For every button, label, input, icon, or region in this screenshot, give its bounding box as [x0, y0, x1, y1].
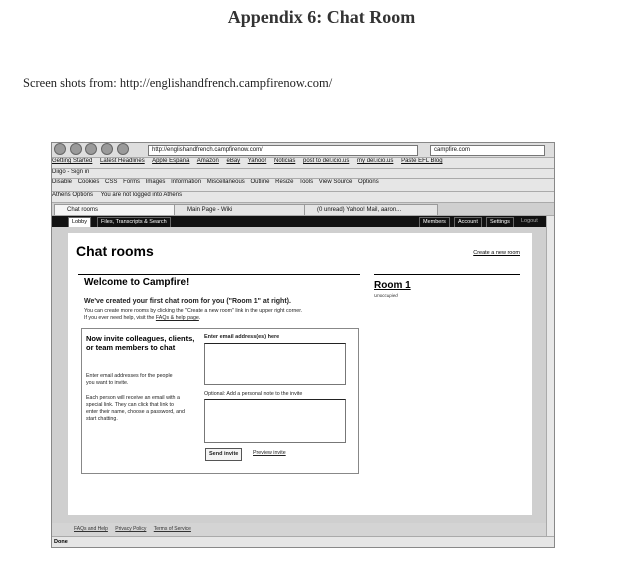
email-field[interactable]: [204, 343, 346, 385]
dev-menu-item[interactable]: Forms: [123, 179, 141, 185]
nav-logout[interactable]: Logout: [521, 218, 538, 224]
dev-menu-item[interactable]: Outline: [250, 179, 270, 185]
bookmark-item[interactable]: Latest Headlines: [100, 158, 145, 164]
bookmark-item[interactable]: Noticias: [273, 158, 296, 164]
page-scrollbar[interactable]: [546, 216, 554, 536]
bookmark-item[interactable]: Paste EFL Blog: [401, 158, 443, 164]
athens-options[interactable]: Athens Options: [52, 192, 94, 198]
diigo-toolbar: [52, 169, 554, 179]
home-icon[interactable]: [117, 143, 129, 155]
appendix-heading: Appendix 6: Chat Room: [227, 7, 416, 27]
email-label: Enter email address(es) here: [204, 334, 280, 340]
nav-lobby[interactable]: Lobby: [68, 217, 91, 228]
rooms-sidebar: [374, 274, 520, 298]
help-text: If you ever need help, visit the: [84, 315, 156, 321]
footer-faq-link[interactable]: FAQs and Help: [74, 526, 108, 532]
developer-toolbar: [52, 179, 554, 192]
bookmark-item[interactable]: Amazon: [196, 158, 219, 164]
welcome-line-2: You can create more rooms by clicking the "Create a new room" link in the upper right corner.: [84, 308, 303, 314]
room-status: Unoccupied: [374, 293, 398, 298]
site-footer: [74, 526, 197, 532]
nav-account[interactable]: Account: [454, 217, 482, 228]
dev-menu-item[interactable]: Information: [171, 179, 202, 185]
bookmark-item[interactable]: Yahoo!: [247, 158, 267, 164]
note-label: Optional: Add a personal note to the invite: [204, 391, 303, 397]
bookmarks-toolbar: [52, 158, 554, 169]
faq-help-link[interactable]: FAQs & help page: [155, 315, 199, 321]
welcome-line-3: [84, 315, 200, 321]
address-bar[interactable]: http://englishandfrench.campfirenow.com/: [148, 145, 418, 156]
status-bar: [52, 536, 554, 548]
invite-title: Now invite colleagues, clients, or team members to chat: [86, 334, 195, 352]
note-field[interactable]: [204, 399, 346, 443]
page-canvas: [52, 227, 546, 523]
back-icon[interactable]: [54, 143, 66, 155]
athens-toolbar: [52, 192, 554, 203]
browser-screenshot: [51, 142, 555, 548]
invite-box: [81, 328, 359, 474]
site-navbar: [52, 216, 546, 227]
dev-menu-item[interactable]: CSS: [105, 179, 118, 185]
forward-icon[interactable]: [70, 143, 82, 155]
nav-settings[interactable]: Settings: [486, 217, 514, 228]
dev-menu-item[interactable]: Resize: [275, 179, 294, 185]
footer-privacy-link[interactable]: Privacy Policy: [115, 526, 147, 532]
tab-chat-rooms[interactable]: Chat rooms: [54, 204, 183, 216]
help-text-end: .: [198, 315, 201, 321]
invite-instructions: Enter email addresses for the people you want to invite.: [86, 373, 173, 386]
tab-strip: [52, 203, 554, 216]
room-1-link[interactable]: Room 1: [374, 280, 411, 291]
preview-invite-link[interactable]: Preview invite: [253, 450, 286, 456]
welcome-line-1: We've created your first chat room for you ("Room 1" at right).: [84, 298, 291, 305]
dev-menu-item[interactable]: Disable: [52, 179, 73, 185]
nav-files[interactable]: Files, Transcripts & Search: [97, 217, 171, 228]
dev-menu-item[interactable]: Miscellaneous: [206, 179, 245, 185]
welcome-title: Welcome to Campfire!: [84, 277, 190, 288]
dev-menu-item[interactable]: View Source: [318, 179, 353, 185]
footer-terms-link[interactable]: Terms of Service: [153, 526, 191, 532]
create-room-link[interactable]: Create a new room: [473, 250, 520, 256]
dev-menu-item[interactable]: Images: [145, 179, 166, 185]
bookmark-item[interactable]: Getting Started: [52, 158, 93, 164]
bookmark-item[interactable]: eBay: [226, 158, 241, 164]
invite-explanation: Each person will receive an email with a special link. They can click that link to enter their name, choose a password, and start chatting.: [86, 395, 185, 422]
diigo-signin[interactable]: Diigo - Sign in: [52, 169, 90, 175]
bookmark-item[interactable]: Apple Espana: [152, 158, 190, 164]
content-panel: [68, 233, 532, 515]
bookmark-item[interactable]: post to del.icio.us: [303, 158, 350, 164]
dev-menu-item[interactable]: Tools: [299, 179, 314, 185]
athens-status: You are not logged into Athens: [100, 192, 183, 198]
reload-icon[interactable]: [85, 143, 97, 155]
dev-menu-item[interactable]: Cookies: [77, 179, 100, 185]
search-input[interactable]: campfire.com: [430, 145, 545, 156]
tab-yahoo-mail[interactable]: (0 unread) Yahoo! Mail, aaron...: [304, 204, 438, 216]
navigation-toolbar: [52, 143, 554, 158]
send-invite-button[interactable]: Send invite: [205, 448, 242, 461]
stop-icon[interactable]: [101, 143, 113, 155]
source-caption: Screen shots from: http://englishandfrench.campfirenow.com/: [23, 76, 333, 90]
nav-members[interactable]: Members: [419, 217, 450, 228]
bookmark-item[interactable]: my del.icio.us: [357, 158, 394, 164]
welcome-section: [78, 274, 360, 321]
page-title: Chat rooms: [76, 243, 154, 259]
dev-menu-item[interactable]: Options: [358, 179, 379, 185]
status-text: Done: [54, 539, 68, 545]
tab-wiki[interactable]: Main Page - Wiki: [174, 204, 313, 216]
